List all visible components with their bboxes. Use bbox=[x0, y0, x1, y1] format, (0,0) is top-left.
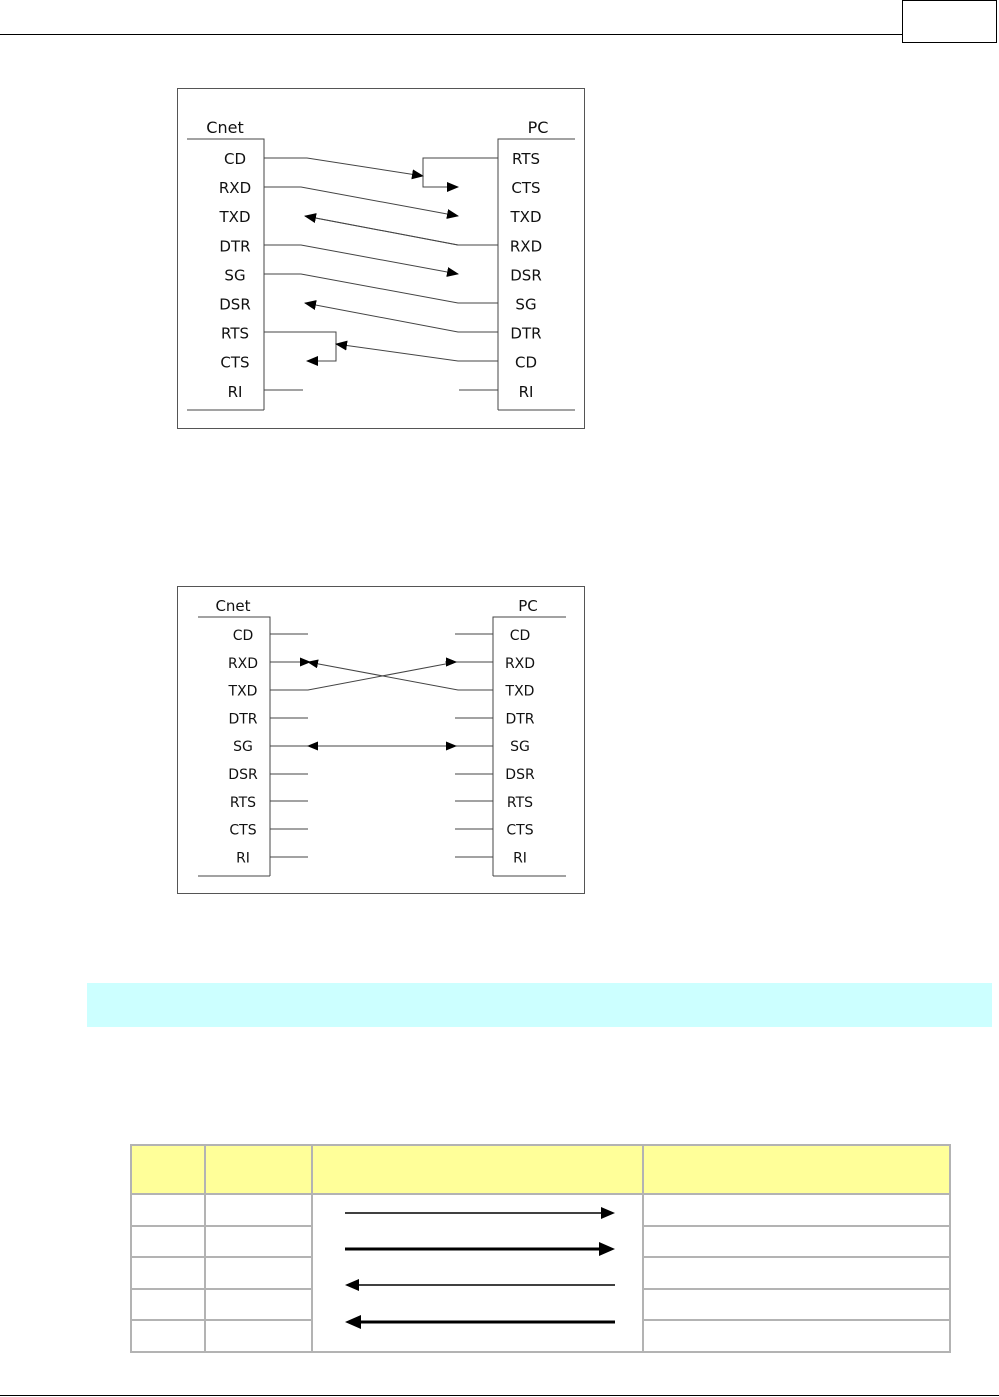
table-cell bbox=[205, 1257, 312, 1289]
right-thick-arrow-head bbox=[599, 1242, 615, 1256]
header-cell bbox=[205, 1145, 312, 1194]
null-modem-wiring-diagram bbox=[177, 586, 586, 896]
pin-label-dsr: DSR bbox=[505, 767, 535, 783]
pin-label-rts: RTS bbox=[506, 794, 534, 811]
pin-label-dtr: DTR bbox=[219, 237, 251, 256]
pin-label-cts: CTS bbox=[220, 353, 250, 372]
wire-cnet-txd-to-pc-rxd bbox=[270, 662, 493, 690]
pin-label-ri: RI bbox=[236, 850, 250, 867]
pin-label-sg: SG bbox=[510, 739, 530, 756]
header-rule bbox=[0, 34, 902, 35]
table-cell bbox=[205, 1289, 312, 1321]
table-cell bbox=[205, 1320, 312, 1352]
pin-label-sg: SG bbox=[233, 739, 253, 756]
wire-dtr-to-dsr bbox=[264, 245, 458, 274]
pin-label-txd: TXD bbox=[505, 683, 535, 700]
left-pin-labels bbox=[219, 150, 252, 401]
wire-sg-to-sg bbox=[264, 274, 498, 303]
table-cell bbox=[131, 1226, 205, 1258]
wire-rts-cts-loopback-cnet bbox=[264, 332, 336, 361]
pin-label-cd: CD bbox=[223, 150, 247, 168]
pin-label-rts: RTS bbox=[229, 794, 257, 811]
left-thin-arrow-head bbox=[345, 1279, 359, 1291]
pin-label-cts: CTS bbox=[229, 822, 257, 839]
right-pin-labels bbox=[510, 150, 543, 401]
footer-rule bbox=[0, 1395, 999, 1396]
table-cell bbox=[643, 1289, 950, 1321]
table-cell bbox=[643, 1226, 950, 1258]
pin-label-ri: RI bbox=[227, 382, 243, 401]
wire-rxd-to-txd bbox=[264, 187, 458, 216]
pin-label-cd: CD bbox=[232, 628, 254, 644]
pin-label-rxd: RXD bbox=[227, 655, 259, 672]
arrow-legend-cell bbox=[312, 1194, 643, 1352]
table-cell bbox=[205, 1226, 312, 1258]
wire-rts-cts-loopback-pc bbox=[423, 158, 498, 187]
pin-label-txd: TXD bbox=[228, 683, 258, 700]
note-band bbox=[87, 983, 992, 1027]
pin-label-rts: RTS bbox=[220, 324, 250, 343]
pin-label-sg: SG bbox=[224, 266, 246, 285]
table-row bbox=[131, 1194, 950, 1226]
right-connector-title: PC bbox=[527, 118, 549, 137]
header-cell bbox=[131, 1145, 205, 1194]
pin-label-dsr: DSR bbox=[510, 266, 542, 285]
wire-rxd-to-txd-back-line bbox=[305, 216, 498, 245]
pin-label-ri: RI bbox=[518, 382, 534, 401]
wire-cd-to-rts-cts bbox=[264, 158, 423, 176]
signal-legend-table bbox=[130, 1144, 951, 1353]
handshake-wiring-diagram bbox=[177, 88, 586, 430]
wire-pc-rxd-to-cnet-txd bbox=[305, 216, 458, 245]
pin-label-cd: CD bbox=[509, 628, 531, 644]
table-cell bbox=[643, 1320, 950, 1352]
pin-label-txd: TXD bbox=[219, 208, 251, 227]
table-cell bbox=[131, 1289, 205, 1321]
right-pin-labels bbox=[505, 628, 536, 866]
pin-label-txd: TXD bbox=[510, 208, 542, 227]
table-cell bbox=[643, 1194, 950, 1226]
pin-label-rxd: RXD bbox=[504, 655, 536, 672]
pin-label-sg: SG bbox=[515, 295, 537, 314]
arrow-legend bbox=[313, 1195, 644, 1347]
wire-pc-txd-to-cnet-rxd bbox=[308, 662, 493, 690]
left-connector-title: Cnet bbox=[206, 118, 244, 137]
wire-dtr-to-dsr-back bbox=[305, 303, 498, 332]
right-connector-title: PC bbox=[518, 597, 538, 615]
pin-label-rts: RTS bbox=[511, 150, 541, 168]
table-cell bbox=[205, 1194, 312, 1226]
pin-label-cd: CD bbox=[514, 353, 538, 372]
pin-label-dsr: DSR bbox=[228, 767, 258, 783]
pin-label-cts: CTS bbox=[506, 822, 534, 839]
header-cell bbox=[312, 1145, 643, 1194]
pin-label-rxd: RXD bbox=[509, 237, 543, 256]
pin-label-ri: RI bbox=[513, 850, 527, 867]
table-cell bbox=[131, 1257, 205, 1289]
left-connector-title: Cnet bbox=[215, 597, 251, 615]
pin-label-dtr: DTR bbox=[505, 711, 535, 728]
header-cell bbox=[643, 1145, 950, 1194]
wire-cd-to-rts-cts-cnet bbox=[336, 344, 498, 361]
pin-label-rxd: RXD bbox=[218, 179, 252, 198]
wires bbox=[270, 634, 493, 857]
left-thick-arrow-head bbox=[345, 1315, 361, 1329]
wires bbox=[264, 158, 498, 390]
left-pin-labels bbox=[228, 628, 259, 866]
table-header-row bbox=[131, 1145, 950, 1194]
table-cell bbox=[131, 1194, 205, 1226]
pin-label-dtr: DTR bbox=[510, 324, 542, 343]
page-number-box bbox=[902, 0, 997, 43]
pin-label-dtr: DTR bbox=[228, 711, 258, 728]
pin-label-dsr: DSR bbox=[219, 295, 251, 314]
pin-label-cts: CTS bbox=[511, 179, 541, 198]
right-thin-arrow-head bbox=[601, 1207, 615, 1219]
table-cell bbox=[643, 1257, 950, 1289]
table-cell bbox=[131, 1320, 205, 1352]
